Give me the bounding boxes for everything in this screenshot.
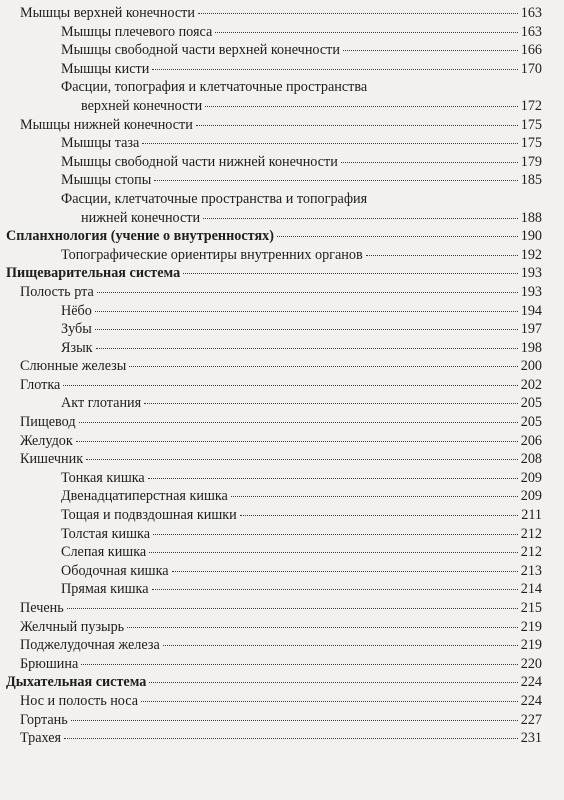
toc-entry-title: Тонкая кишка [61,469,145,486]
dot-leader [96,348,518,349]
toc-entry-title: Желчный пузырь [20,618,125,635]
dot-leader [64,738,518,739]
toc-entry-title: Зубы [61,321,92,338]
toc-entry-page-number: 175 [520,135,542,152]
toc-entry-title: Желудок [20,432,73,449]
toc-entry[interactable] [61,506,542,525]
dot-leader [153,534,518,535]
toc-entry-title: Двенадцатиперстная кишка [61,488,228,505]
toc-entry-page-number: 163 [520,23,542,40]
toc-entry-title: Топографические ориентиры внутренних органов [61,246,363,263]
toc-entry[interactable] [61,246,542,265]
toc-entry-title: Мышцы стопы [61,172,152,189]
toc-entry-title: Пищевод [20,414,76,431]
toc-entry-page-number: 205 [520,395,542,412]
dot-leader [231,496,518,497]
toc-entry-page-number: 193 [520,283,542,300]
toc-entry[interactable] [20,116,542,135]
toc-entry-page-number: 166 [520,42,542,59]
toc-entry-title: Мышцы плечевого пояса [61,23,213,40]
toc-entry[interactable] [6,673,542,692]
toc-entry[interactable] [20,711,542,730]
toc-entry-page-number: 205 [520,414,542,431]
toc-entry-page-number: 190 [520,228,542,245]
dot-leader [240,515,518,516]
toc-entry[interactable] [20,4,542,23]
toc-entry-title: Мышцы верхней конечности [20,5,195,21]
toc-entry-title: Мышцы нижней конечности [20,116,193,133]
toc-entry[interactable] [61,171,542,190]
toc-entry-title: Мышцы свободной части нижней конечности [61,153,338,170]
toc-entry-title: Нёбо [61,302,92,319]
dot-leader [205,106,518,107]
toc-entry[interactable] [20,283,542,302]
toc-entry-page-number: 179 [520,153,542,170]
toc-entry[interactable] [61,580,542,599]
dot-leader [127,627,518,628]
toc-entry[interactable] [61,525,542,544]
toc-entry-page-number: 185 [520,172,542,189]
dot-leader [95,311,518,312]
toc-entry-page-number: 194 [520,302,542,319]
toc-entry[interactable] [20,655,542,674]
toc-entry-page-number: 193 [520,265,542,282]
toc-entry-title: Мышцы кисти [61,60,150,77]
dot-leader [198,13,518,14]
toc-entry-title: нижней конечности [81,209,201,226]
toc-entry-title: Полость рта [20,283,94,300]
toc-entry[interactable] [61,487,542,506]
dot-leader [149,682,517,683]
toc-entry[interactable] [61,394,542,413]
toc-entry-title: Слепая кишка [61,544,147,561]
dot-leader [81,664,517,665]
toc-entry-page-number: 209 [520,469,542,486]
toc-entry-title: Пищеварительная система [6,265,181,282]
toc-entry-title: Трахея [20,730,62,747]
toc-entry[interactable] [20,432,542,451]
dot-leader [76,441,518,442]
toc-entry-title-line: Фасции, клетчаточные пространства и топография [61,190,368,207]
dot-leader [141,701,518,702]
toc-entry-title: Ободочная кишка [61,562,169,579]
toc-entry-page-number: 212 [520,525,542,542]
dot-leader [152,589,518,590]
toc-entry-page-number: 163 [520,5,542,21]
toc-entry-title: Брюшина [20,655,79,672]
toc-entry[interactable] [20,729,542,748]
toc-entry[interactable] [61,190,542,227]
dot-leader [152,69,517,70]
toc-entry[interactable] [20,413,542,432]
toc-entry-title: Дыхательная система [6,674,147,691]
toc-entry[interactable] [20,692,542,711]
toc-entry-title: Гортань [20,711,68,728]
toc-entry-page-number: 220 [520,655,542,672]
toc-entry[interactable] [61,60,542,79]
dot-leader [196,125,518,126]
dot-leader [343,50,518,51]
toc-entry[interactable] [61,23,542,42]
dot-leader [277,236,518,237]
toc-entry[interactable] [61,339,542,358]
toc-entry-title: Печень [20,600,64,616]
toc-entry[interactable] [61,78,542,115]
dot-leader [142,143,517,144]
toc-entry-page-number: 224 [520,692,542,709]
dot-leader [366,255,518,256]
toc-entry-page-number: 188 [520,209,542,226]
dot-leader [172,571,518,572]
toc-entry-page-number: 197 [520,321,542,338]
toc-entry-title: Слюнные железы [20,358,127,375]
dot-leader [154,180,517,181]
dot-leader [149,552,518,553]
toc-entry-page-number: 224 [520,674,542,691]
toc-entry-page-number: 206 [520,432,542,449]
toc-entry-title: Язык [61,339,93,356]
toc-entry-page-number: 227 [520,711,542,728]
toc-entry-page-number: 170 [520,60,542,77]
toc-entry[interactable] [61,562,542,581]
toc-entry[interactable] [61,543,542,562]
dot-leader [183,273,517,274]
toc-entry[interactable] [61,469,542,488]
dot-leader [95,329,518,330]
dot-leader [148,478,518,479]
toc-entry-title: Кишечник [20,451,84,468]
toc-entry-title: Поджелудочная железа [20,637,160,654]
dot-leader [71,720,518,721]
toc-entry-title: Акт глотания [61,395,142,412]
toc-entry-page-number: 213 [520,562,542,579]
toc-entry[interactable] [20,599,542,618]
toc-entry-title: Тощая и подвздошная кишки [61,507,237,524]
toc-entry-title: Нос и полость носа [20,692,139,709]
toc-entry-page-number: 200 [520,358,542,375]
toc-entry[interactable] [20,450,542,469]
toc-entry-page-number: 175 [520,116,542,133]
dot-leader [97,292,518,293]
toc-entry-page-number: 202 [520,376,542,393]
toc-entry[interactable] [61,302,542,321]
toc-entry[interactable] [61,134,542,153]
toc-entry-page-number: 214 [520,581,542,598]
toc-entry-title: Толстая кишка [61,525,151,542]
toc-entry-title: Мышцы свободной части верхней конечности [61,42,340,59]
toc-entry-page-number: 208 [520,451,542,468]
toc-entry[interactable] [20,357,542,376]
toc-entry[interactable] [61,153,542,172]
toc-entry[interactable] [61,41,542,60]
dot-leader [129,366,517,367]
toc-entry-page-number: 212 [520,544,542,561]
toc-entry-page-number: 219 [520,637,542,654]
toc-entry-title: Прямая кишка [61,581,149,598]
dot-leader [163,645,518,646]
toc-entry-page-number: 219 [520,618,542,635]
toc-entry-page-number: 215 [520,600,542,616]
toc-entry[interactable] [20,636,542,655]
toc-entry[interactable] [61,320,542,339]
dot-leader [144,403,518,404]
toc-entry-title-line: Фасции, топография и клетчаточные пространства [61,79,368,96]
dot-leader [86,459,518,460]
toc-entry[interactable] [20,376,542,395]
toc-entry-page-number: 198 [520,339,542,356]
toc-entry-title: Глотка [20,376,61,393]
toc-entry-page-number: 209 [520,488,542,505]
toc-entry-title: верхней конечности [81,97,203,114]
table-of-contents [0,4,564,748]
toc-entry-page-number: 172 [520,97,542,114]
dot-leader [79,422,518,423]
toc-entry-page-number: 211 [521,507,542,524]
toc-entry[interactable] [6,227,542,246]
dot-leader [341,162,518,163]
dot-leader [67,608,518,609]
dot-leader [63,385,517,386]
dot-leader [215,32,517,33]
toc-entry-page-number: 231 [520,730,542,747]
toc-entry[interactable] [6,264,542,283]
dot-leader [203,218,518,219]
toc-entry-title: Спланхнология (учение о внутренностях) [6,228,274,245]
toc-entry[interactable] [20,618,542,637]
toc-entry-title: Мышцы таза [61,135,140,152]
toc-entry-page-number: 192 [520,246,542,263]
